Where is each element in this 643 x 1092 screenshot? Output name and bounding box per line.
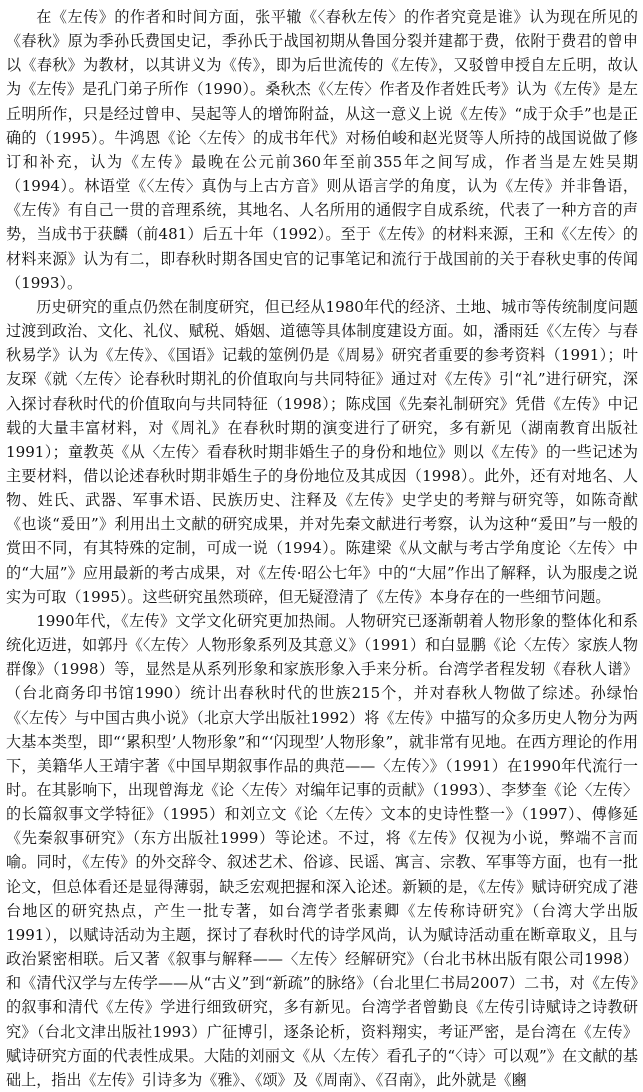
paragraph-literary-cultural-study: 1990年代，《左传》文学文化研究更加热闹。人物研究已逐渐朝着人物形象的整体化和系统化迈进，如郭丹《〈左传〉人物形象系列及其意义》（1991）和白显鹏《论〈左传〉家族人物群像》（1998）等，显然是从系列形象和家族形象入手来分析。台湾学者程发轫《春秋人谱》（台北商务印书馆1990）统计出春秋时代的世族215个，并对春秋人物做了综述。孙绿怡《〈左传〉与中国古典小说》（北京大学出版社1992）将《左传》中描写的众多历史人物分为两大基本类型，即“‘累积型’人物形象”和“‘闪现型’人物形象”，就非常有见地。在西方理论的作用下，美籍华人王靖宇著《中国早期叙事作品的典范——〈左传〉》（1991）在1990年代流行一时。在其影响下，出现曾海龙《论〈左传〉对编年记事的贡献》（1993）、李梦奎《论〈左传〉的长篇叙事文学特征》（1995）和刘立文《论〈左传〉文本的史诗性整一》（1997）、傅修延《先秦叙事研究》（东方出版社1999）等论述。不过，将《左传》仅视为小说，弊端不言而喻。同时，《左传》的外交辞令、叙述艺术、俗谚、民谣、寓言、宗教、军事等方面，也有一批论文，但总体看还是显得薄弱，缺乏宏观把握和深入论述。新颖的是，《左传》赋诗研究成了港台地区的研究热点，产生一批专著，如台湾学者张素卿《左传称诗研究》（台湾大学出版1991），以赋诗活动为主题，探讨了春秋时代的诗学风尚，认为赋诗活动重在断章取义，且与政治紧密相联。后又著《叙事与解释——〈左传〉经解研究》（台北书林出版有限公司1998）和《清代汉学与左传学——从“古义”到“新疏”的脉络》（台北里仁书局2007）二书，对《左传》的叙事和清代《左传》学进行细致研究，多有新见。台湾学者曾勤良《左传引诗赋诗之诗教研究》（台北文津出版社1993）广征博引，逐条论析，资料翔实，考证严密，是台湾在《左传》赋诗研究方面的代表性成果。大陆的刘丽文《从〈左传〉看孔子的“〈诗〉可以观”》在文献的基础上，指出《左传》引诗多为《雅》、《颂》及《周南》、《召南》，此外就是《豳: [6, 611, 638, 1089]
paragraph-authorship-dating: 在《左传》的作者和时间方面，张平辙《〈春秋左传〉的作者究竟是谁》认为现在所见的《春秋》原为季孙氏费国史记，季孙氏于战国初期从鲁国分裂并建都于费，依附于费君的曾申以《春秋》为教材，以其讲义为《传》，即为后世流传的《左传》，又驳曾申授自左丘明，故认为《左传》是孔门弟子所作（1990）。桑秋杰《〈左传〉作者及作者姓氏考》认为《左传》是左丘明所作，只是经过曾申、吴起等人的增饰附益，从这一意义上说《左传》“成于众手”也是正确的（1995）。牛鸿恩《论〈左传〉的成书年代》对杨伯峻和赵光贤等人所持的战国说做了修订和补充，认为《左传》最晚在公元前360年至前355年之间写成，作者当是左姓吴期（1994）。林语堂《〈左传〉真伪与上古方音》则从语言学的角度，认为《左传》并非鲁语，《左传》有自己一贯的音理系统，其地名、人名所用的通假字自成系统，代表了一种方音的声势，当成书于获麟（前481）后五十年（1992）。至于《左传》的材料来源，王和《〈左传〉的材料来源》认为有二，即春秋时期各国史官的记事笔记和流行于战国前的关于春秋史事的传闻（1993）。: [6, 8, 638, 292]
paragraph-institutional-history: 历史研究的重点仍然在制度研究，但已经从1980年代的经济、土地、城市等传统制度问题过渡到政治、文化、礼仪、赋税、婚姻、道德等具体制度建设方面。如，潘雨廷《〈左传〉与春秋易学》认为《左传》、《国语》记载的筮例仍是《周易》研究者重要的参考资料（1991）；叶友琛《就〈左传〉论春秋时期礼的价值取向与共同特征》通过对《左传》引“礼”进行研究，深入探讨春秋时代的价值取向与共同特征（1998）；陈戍国《先秦礼制研究》凭借《左传》中记载的大量丰富材料，对《周礼》在春秋时期的演变进行了研究，多有新见（湖南教育出版社1991）；童教英《从〈左传〉看春秋时期非婚生子的身份和地位》则以《左传》的一些记述为主要材料，借以论述春秋时期非婚生子的身份地位及其成因（1998）。此外，还有对地名、人物、姓氏、武器、军事术语、民族历史、注释及《左传》史学史的考辩与研究等，如陈奇猷《也谈“爰田”》利用出土文献的研究成果，并对先秦文献进行考察，认为这种“爰田”与一般的赏田不同，有其特殊的定制，可成一说（1994）。陈建梁《从文献与考古学角度论〈左传〉中的“大屈”》应用最新的考古成果，对《左传·昭公七年》中的“大屈”作出了解释，认为服虔之说实为可取（1995）。这些研究虽然琐碎，但无疑澄清了《左传》本身存在的一些细节问题。: [6, 297, 638, 606]
